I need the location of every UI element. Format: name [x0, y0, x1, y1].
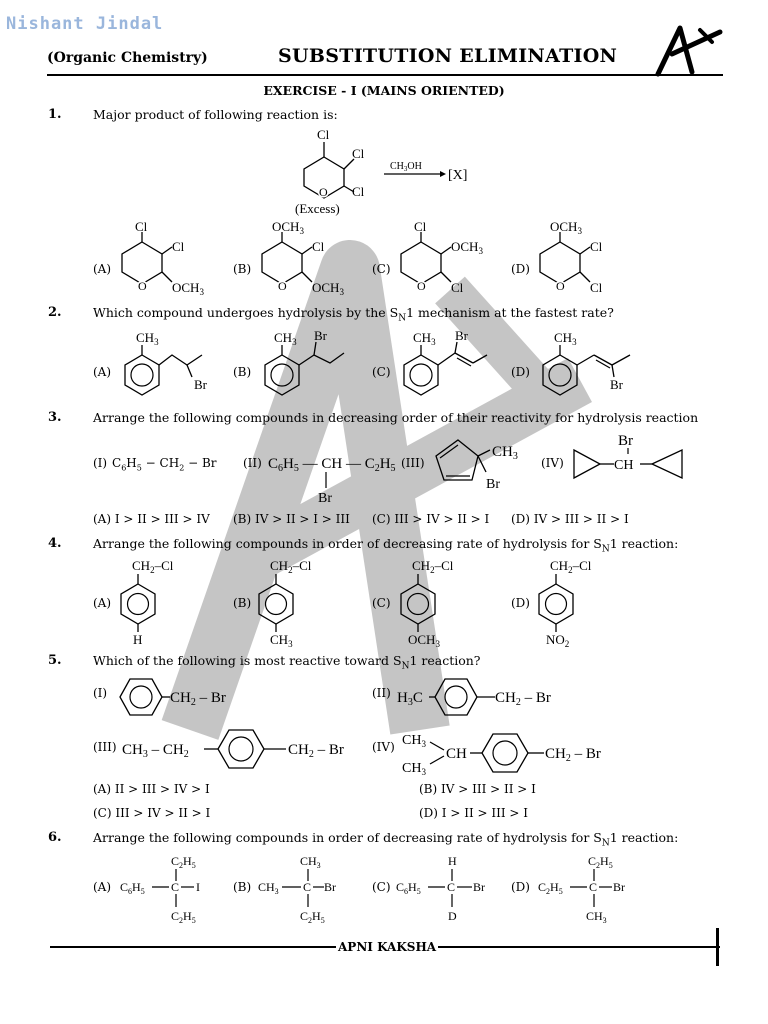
q4-option-c-structure [392, 556, 472, 648]
svg-text:C: C [589, 880, 598, 894]
q3-compound-iv-structure [570, 428, 690, 488]
q3-compound-ii-label: (II) [243, 456, 262, 470]
q6-option-a-label: (A) [93, 880, 112, 894]
q3-compound-iii-label: (III) [401, 456, 425, 470]
q6-option-a-structure [118, 850, 218, 928]
q4-option-a-label: (A) [93, 596, 112, 610]
q1-option-d-structure [530, 220, 640, 298]
svg-text:CH3 – CH2: $CH_3 - CH_2$ [122, 742, 189, 760]
svg-text:CH2–Cl: $CH_2-Cl$ [550, 558, 592, 575]
q6-option-b-structure [256, 850, 356, 928]
question-2-text: Which compound undergoes hydrolysis by the $S_N1$ mechanism at the fastest rate? [93, 305, 614, 324]
question-6-text: Arrange the following compounds in order of decreasing rate of hydrolysis for $S_N1$ reaction: [93, 830, 679, 849]
svg-text:C6H5: $C_6H_5$ [120, 880, 145, 896]
svg-text:Br: Br [314, 328, 327, 343]
svg-text:H3C: $H_3C$ [397, 690, 423, 708]
svg-text:CH2 – Br: $CH_2$ – Br [545, 746, 601, 764]
q3-answer-b: (B) IV > II > I > III [233, 512, 350, 526]
q5-compound-iii-structure [122, 726, 367, 772]
question-3-number: 3. [48, 410, 62, 425]
svg-text:C2H5: $C_2H_5$ [538, 880, 563, 896]
footer-rule-end [716, 928, 719, 966]
q1-option-b-structure [252, 220, 362, 298]
svg-text:C2H5: $C_2H_5$ [171, 909, 196, 925]
q5-answer-d: (D) I > II > III > I [419, 806, 529, 820]
svg-text:D: D [448, 909, 457, 923]
svg-text:OCH3: $OCH_3$ [172, 280, 204, 297]
q3-compound-i-label: (I) [93, 456, 108, 470]
q3-compound-iii-structure [428, 436, 538, 494]
svg-text:Cl: Cl [135, 220, 148, 234]
svg-text:CH: CH [614, 458, 634, 473]
q6-option-d-label: (D) [511, 880, 530, 894]
question-5-number: 5. [48, 653, 62, 668]
question-2-number: 2. [48, 305, 62, 320]
brand-logo-icon [650, 22, 725, 77]
question-1-number: 1. [48, 107, 62, 122]
svg-text:Cl: Cl [451, 280, 464, 295]
svg-text:CH2–Cl: $CH_2-Cl$ [412, 558, 454, 575]
q6-option-d-structure [536, 850, 646, 928]
svg-text:Cl: Cl [590, 239, 603, 254]
svg-text:H: H [133, 632, 143, 647]
svg-text:CH3: $CH_3$ [586, 909, 607, 925]
subject-label: (Organic Chemistry) [47, 50, 208, 66]
question-3-text: Arrange the following compounds in decreasing order of their reactivity for hydrolysis reaction [93, 410, 699, 425]
svg-text:CH2 – Br: $CH_2$ – Br [170, 690, 226, 708]
svg-text:Br: Br [613, 880, 625, 894]
q2-option-b-structure [252, 325, 362, 397]
svg-text:Cl: Cl [352, 184, 365, 199]
svg-text:Cl: Cl [352, 146, 365, 161]
svg-text:C: C [447, 880, 456, 894]
q3-answer-a: (A) I > II > III > IV [93, 512, 210, 526]
svg-text:CH3: $CH_3$ [413, 330, 436, 347]
svg-text:CH3: $CH_3$ [402, 761, 426, 777]
svg-text:Br: Br [324, 880, 336, 894]
svg-text:OCH3: $OCH_3$ [272, 220, 304, 236]
svg-text:C2H5: $C_2H_5$ [300, 909, 325, 925]
q3-compound-ii-structure [266, 448, 406, 508]
q6-option-c-structure [394, 850, 504, 928]
q1-option-a-label: (A) [93, 262, 112, 276]
q2-option-c-label: (C) [372, 365, 391, 379]
svg-text:Br: Br [486, 477, 500, 492]
watermark-name: Nishant Jindal [6, 14, 164, 34]
svg-text:Br: Br [194, 377, 207, 392]
header-rule [47, 74, 723, 76]
svg-text:CH3: $CH_3$ [270, 632, 293, 648]
svg-text:Br: Br [318, 491, 332, 506]
svg-text:Br: Br [618, 433, 633, 449]
svg-text:CH3: $CH_3$ [300, 854, 321, 870]
svg-text:CH2–Cl: $CH_2-Cl$ [270, 558, 312, 575]
svg-text:C2H5: $C_2H_5$ [171, 854, 196, 870]
q4-option-b-structure [250, 556, 330, 648]
question-4-number: 4. [48, 536, 62, 551]
q1-option-c-structure [391, 220, 501, 298]
svg-text:O: O [417, 279, 426, 293]
q5-answer-a: (A) II > III > IV > I [93, 782, 210, 796]
svg-text:I: I [196, 880, 200, 894]
q3-compound-i: $C_6H_5 - CH_2 - Br$ [112, 456, 217, 473]
svg-text:CH3: $CH_3$ [402, 733, 426, 749]
svg-text:O: O [278, 279, 287, 293]
svg-text:CH3OH: $CH_3OH$ [390, 161, 422, 173]
q1-reactant-structure [280, 124, 500, 219]
svg-text:OCH3: $OCH_3$ [408, 632, 440, 648]
svg-text:OCH3: $OCH_3$ [312, 280, 344, 297]
q6-option-c-label: (C) [372, 880, 391, 894]
svg-text:C6H5: $C_6H_5$ [396, 880, 421, 896]
q1-option-b-label: (B) [233, 262, 252, 276]
svg-text:Cl: Cl [414, 220, 427, 234]
footer-brand: APNI KAKSHA [338, 940, 437, 954]
q2-option-a-structure [112, 325, 222, 397]
svg-text:Cl: Cl [317, 127, 330, 142]
q5-compound-iv-label: (IV) [372, 740, 395, 754]
q5-compound-i-label: (I) [93, 686, 108, 700]
svg-text:C6H5 — CH — C2H5: $C_6H_5$ — CH — $C_2H_5$ [268, 456, 396, 474]
question-6-number: 6. [48, 830, 62, 845]
q4-option-d-structure [530, 556, 610, 648]
q5-answer-c: (C) III > IV > II > I [93, 806, 211, 820]
q5-compound-i-structure [112, 674, 252, 720]
svg-text:CH2 – Br: $CH_2$ – Br [288, 742, 344, 760]
svg-text:O: O [319, 185, 328, 199]
svg-text:Br: Br [473, 880, 485, 894]
svg-text:CH3: $CH_3$ [492, 444, 518, 462]
svg-text:OCH3: $OCH_3$ [451, 239, 483, 256]
svg-text:CH3: $CH_3$ [554, 330, 577, 347]
q4-option-b-label: (B) [233, 596, 252, 610]
q2-option-c-structure [391, 325, 501, 397]
svg-text:CH3: $CH_3$ [136, 330, 159, 347]
svg-text:O: O [556, 279, 565, 293]
svg-text:CH3: $CH_3$ [258, 880, 279, 896]
q5-compound-iii-label: (III) [93, 740, 117, 754]
svg-text:CH3: $CH_3$ [274, 330, 297, 347]
q5-answer-b: (B) IV > III > II > I [419, 782, 536, 796]
page-title: SUBSTITUTION ELIMINATION [278, 45, 618, 67]
q1-option-d-label: (D) [511, 262, 530, 276]
q6-option-b-label: (B) [233, 880, 252, 894]
q1-product: [X] [448, 168, 468, 183]
q5-compound-iv-structure [400, 726, 620, 778]
svg-text:Cl: Cl [172, 239, 185, 254]
q2-option-b-label: (B) [233, 365, 252, 379]
q3-answer-c: (C) III > IV > II > I [372, 512, 490, 526]
svg-text:OCH3: $OCH_3$ [550, 220, 582, 236]
q1-option-c-label: (C) [372, 262, 391, 276]
svg-text:C2H5: $C_2H_5$ [588, 854, 613, 870]
q3-compound-iv-label: (IV) [541, 456, 564, 470]
q5-compound-ii-structure [395, 674, 575, 720]
q2-option-d-label: (D) [511, 365, 530, 379]
svg-text:Cl: Cl [312, 239, 325, 254]
svg-text:O: O [138, 279, 147, 293]
question-1-text: Major product of following reaction is: [93, 107, 338, 122]
svg-text:NO2: $NO_2$ [546, 632, 570, 648]
svg-text:CH: CH [446, 746, 467, 762]
question-4-text: Arrange the following compounds in order of decreasing rate of hydrolysis for $S_N1$ reaction: [93, 536, 679, 555]
svg-text:C: C [171, 880, 180, 894]
q1-option-a-structure [112, 220, 222, 298]
svg-text:Br: Br [455, 328, 468, 343]
q2-option-a-label: (A) [93, 365, 112, 379]
svg-text:H: H [448, 854, 457, 868]
q3-answer-d: (D) IV > III > II > I [511, 512, 629, 526]
q4-option-a-structure [112, 556, 192, 648]
q2-option-d-structure [530, 325, 650, 397]
svg-text:Cl: Cl [590, 280, 603, 295]
svg-text:(Excess): (Excess) [295, 201, 340, 216]
exercise-heading: EXERCISE - I (MAINS ORIENTED) [263, 83, 505, 98]
q4-option-d-label: (D) [511, 596, 530, 610]
svg-text:CH2 – Br: $CH_2$ – Br [495, 690, 551, 708]
svg-text:Br: Br [610, 377, 623, 392]
svg-text:CH2–Cl: $CH_2-Cl$ [132, 558, 174, 575]
question-5-text: Which of the following is most reactive toward $S_N1$ reaction? [93, 653, 481, 672]
q4-option-c-label: (C) [372, 596, 391, 610]
svg-text:C: C [303, 880, 312, 894]
q5-compound-ii-label: (II) [372, 686, 391, 700]
